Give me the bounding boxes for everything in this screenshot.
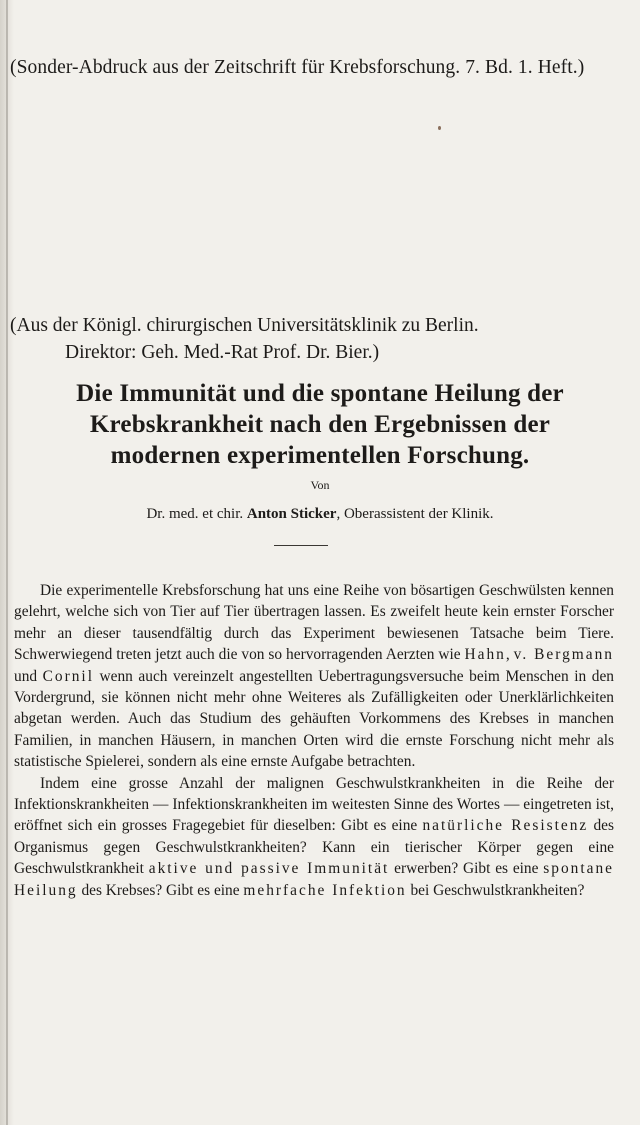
name-bergmann: v. Bergmann	[513, 646, 614, 664]
name-cornil: Cornil	[42, 667, 94, 685]
title-line-3: modernen experimentellen Forschung.	[110, 442, 530, 469]
affiliation-line-2: Direktor: Geh. Med.-Rat Prof. Dr. Bier.)	[65, 342, 380, 363]
term-heilung: spontane Heilung	[14, 860, 614, 899]
p2-text-d: des Krebses? Gibt es eine	[77, 881, 244, 899]
title-line-1: Die Immunität und die spontane Heilung der	[76, 380, 564, 407]
p1-text-d: wenn auch vereinzelt angestellten Uebertragungsversuche beim Menschen in den Vordergrund, sie können nicht mehr ohne Weiteres als Zufälligkeiten oder Unerklärlichkeiten abgetan werden. Auch das Studium des gehäuften Vorkommens des Krebses in manchen Familien, in manchen Häusern, in manchen Orten wird die ernste Forschung nicht mehr als statistische Spielerei, sondern als eine ernste Aufgabe betrachten.	[14, 667, 614, 771]
affiliation	[10, 312, 630, 366]
article-title	[0, 378, 640, 471]
byline-von: Von	[310, 478, 330, 492]
ink-speck	[438, 126, 441, 130]
author-line	[0, 506, 640, 523]
affiliation-line-1: (Aus der Königl. chirurgischen Universitätsklinik zu Berlin.	[10, 315, 479, 336]
body-text	[14, 580, 614, 901]
p2-text-e: bei Geschwulstkrankheiten?	[406, 881, 585, 899]
title-line-2: Krebskrankheit nach den Ergebnissen der	[89, 411, 551, 438]
p1-text-c: und	[14, 667, 43, 685]
p2-text-a: Indem eine grosse Anzahl der malignen Geschwulstkrankheiten in die Reihe der Infektionskrankheiten — Infektionskrankheiten im weitesten Sinne des Wortes — eingetreten ist, eröffnet sich ein grosses Fragegebiet für dieselben: Gibt es eine	[14, 774, 614, 835]
p2-text-c: erwerben? Gibt es eine	[389, 860, 544, 878]
p1-text-b: ,	[505, 646, 514, 664]
separator-rule	[274, 545, 328, 546]
author-degree: Dr. med. et chir.	[146, 506, 244, 522]
term-resistenz: natürliche Resistenz	[422, 817, 589, 835]
p1-text-a: Die experimentelle Krebsforschung hat uns eine Reihe von bösartigen Geschwülsten kennen gelehrt, welche sich von Tier auf Tier übertragen lassen. Es zweifelt heute kein ernster Forscher mehr an dieser tausendfältig durch das Experiment bewiesenen Tatsache beim Tiere. Schwerwiegend treten jetzt auch die von so hervorragenden Aerzten wie	[14, 582, 614, 664]
author-position: , Oberassistent der Klinik.	[336, 506, 494, 522]
paragraph-2	[14, 773, 614, 901]
author-name: Anton Sticker	[246, 506, 337, 522]
reprint-note: (Sonder-Abdruck aus der Zeitschrift für Krebsforschung. 7. Bd. 1. Heft.)	[10, 57, 585, 78]
paragraph-1	[14, 580, 614, 773]
binding-edge	[6, 0, 8, 1125]
term-infektion: mehrfache Infektion	[243, 881, 407, 899]
p2-text-b: des Organismus gegen Geschwulstkrankheiten? Kann ein tierischer Körper gegen eine Geschwulstkrankheit	[14, 817, 614, 878]
name-hahn: Hahn	[464, 646, 506, 664]
term-immunitaet: aktive und passive Immunität	[148, 860, 390, 878]
